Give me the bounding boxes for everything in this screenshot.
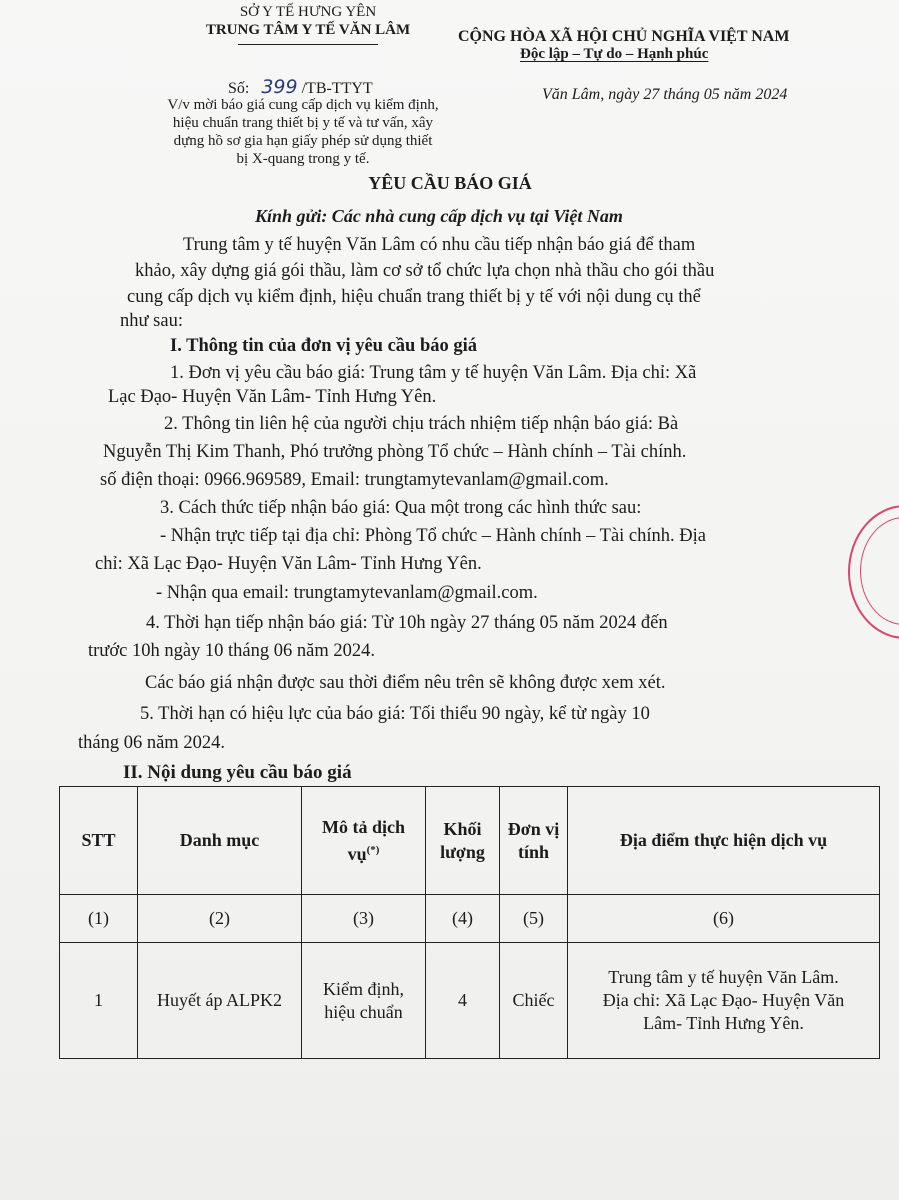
section1-line: số điện thoại: 0966.969589, Email: trungtamytevanlam@gmail.com. [100,470,609,490]
intro-line: khảo, xây dựng giá gói thầu, làm cơ sở tổ chức lựa chọn nhà thầu cho gói thầu [135,261,715,281]
header-quantity: Khối lượng [426,787,500,895]
header-service [302,787,426,895]
row-service-line: Kiểm định, [323,978,404,999]
table-row [60,943,880,1059]
intro-line: Trung tâm y tế huyện Văn Lâm có nhu cầu tiếp nhận báo giá để tham [183,235,696,255]
subject-line: V/v mời báo giá cung cấp dịch vụ kiểm định, [167,97,439,113]
org-parent: SỞ Y TẾ HƯNG YÊN [239,4,377,20]
section1-line: Các báo giá nhận được sau thời điểm nêu trên sẽ không được xem xét. [145,673,666,693]
header-service-label: Mô tả dịch vụ [322,816,405,864]
numbering-cell: (6) [568,895,880,943]
numbering-cell: (5) [500,895,568,943]
section1-line: 1. Đơn vị yêu cầu báo giá: Trung tâm y tế huyện Văn Lâm. Địa chỉ: Xã [170,363,697,383]
subject-block [138,96,468,168]
numbering-cell: (2) [138,895,302,943]
number-handwritten: 399 [261,76,298,98]
red-stamp [848,505,899,639]
section1-line: 4. Thời hạn tiếp nhận báo giá: Từ 10h ngày 27 tháng 05 năm 2024 đến [146,613,668,633]
row-location-line: Trung tâm y tế huyện Văn Lâm. [608,967,839,987]
header-unit: Đơn vị tính [500,787,568,895]
motto: Độc lập – Tự do – Hạnh phúc [520,46,709,62]
table-header-row [60,787,880,895]
subject-line: hiệu chuẩn trang thiết bị y tế và tư vấn, xây [172,115,434,131]
row-item: Huyết áp ALPK2 [138,943,302,1059]
row-unit: Chiếc [500,943,568,1059]
section1-line: - Nhận qua email: trungtamytevanlam@gmail.com. [156,583,538,603]
numbering-cell: (1) [60,895,138,943]
number-suffix: /TB-TTYT [301,80,373,97]
header-item: Danh mục [138,787,302,895]
section1-line: chỉ: Xã Lạc Đạo- Huyện Văn Lâm- Tỉnh Hưng Yên. [95,554,482,574]
section1-line: - Nhận trực tiếp tại địa chỉ: Phòng Tổ chức – Hành chính – Tài chính. Địa [160,526,706,546]
org-underline [238,44,378,45]
doc-number [228,76,373,98]
row-service-line: hiệu chuẩn [324,1001,403,1022]
section1-line: 2. Thông tin liên hệ của người chịu trách nhiệm tiếp nhận báo giá: Bà [164,414,679,434]
intro-line: cung cấp dịch vụ kiểm định, hiệu chuẩn trang thiết bị y tế với nội dung cụ thể [127,287,701,307]
section1-line: tháng 06 năm 2024. [78,733,225,753]
row-stt: 1 [60,943,138,1059]
section1-heading: I. Thông tin của đơn vị yêu cầu báo giá [170,336,478,356]
header-stt: STT [60,787,138,895]
row-location-line: Lâm- Tỉnh Hưng Yên. [643,1013,804,1033]
place-date: Văn Lâm, ngày 27 tháng 05 năm 2024 [542,86,788,103]
subject-line: bị X-quang trong y tế. [236,151,370,167]
row-location [568,943,880,1059]
row-quantity: 4 [426,943,500,1059]
table-numbering-row [60,895,880,943]
section1-line: Lạc Đạo- Huyện Văn Lâm- Tỉnh Hưng Yên. [108,387,437,407]
header-service-sup: (*) [366,843,380,856]
numbering-cell: (3) [302,895,426,943]
numbering-cell: (4) [426,895,500,943]
recipient: Kính gửi: Các nhà cung cấp dịch vụ tại Việt Nam [255,206,623,226]
section1-line: 3. Cách thức tiếp nhận báo giá: Qua một trong các hình thức sau: [160,498,642,518]
header-location: Địa điểm thực hiện dịch vụ [568,787,880,895]
section1-line: Nguyễn Thị Kim Thanh, Phó trưởng phòng Tổ chức – Hành chính – Tài chính. [103,442,687,462]
org-name: TRUNG TÂM Y TẾ VĂN LÂM [205,22,411,38]
quote-request-table [59,786,880,1059]
doc-title: YÊU CẦU BÁO GIÁ [368,173,532,193]
row-service [302,943,426,1059]
country-name: CỘNG HÒA XÃ HỘI CHỦ NGHĨA VIỆT NAM [458,28,790,45]
section2-heading: II. Nội dung yêu cầu báo giá [123,762,352,783]
section1-line: 5. Thời hạn có hiệu lực của báo giá: Tối thiểu 90 ngày, kể từ ngày 10 [140,704,650,724]
intro-line: như sau: [120,311,183,331]
number-label: Số: [228,80,250,97]
stamp-inner-ring [860,517,899,625]
subject-line: dựng hồ sơ gia hạn giấy phép sử dụng thiết [173,133,433,149]
row-location-line: Địa chỉ: Xã Lạc Đạo- Huyện Văn [602,990,845,1010]
section1-line: trước 10h ngày 10 tháng 06 năm 2024. [88,641,375,661]
